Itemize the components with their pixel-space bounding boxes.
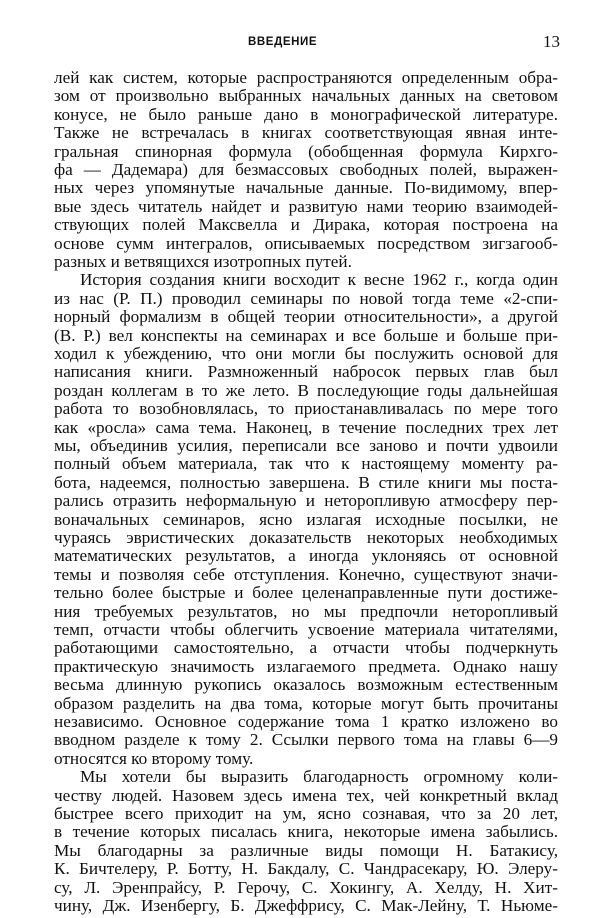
text-line: вводном разделе к тому 2. Ссылки первого тома на главы 6—9 <box>54 731 558 749</box>
text-line: роздан коллегам в то же лето. В последующие годы дальнейшая <box>54 382 558 400</box>
text-line: темы и позволяя себе отступления. Конечно, существуют значи- <box>54 566 558 584</box>
text-line: в течение которых писалась книга, некоторые имена забылись. <box>54 823 558 841</box>
text-line: конусе, не было раньше дано в монографической литературе. <box>54 106 558 124</box>
text-line: относятся ко второму тому. <box>54 750 254 768</box>
text-line: разных и ветвящихся изотропных путей. <box>54 253 352 271</box>
page-number: 13 <box>543 32 560 51</box>
text-line: мы, объединив усилия, переписали все заново и почти удвоили <box>54 437 558 455</box>
text-line: лей как систем, которые распространяются определенным обра- <box>54 69 558 87</box>
paragraph-first-line: История создания книги восходит к весне 1962 г., когда один <box>80 271 558 289</box>
text-line: чину, Дж. Изенбергу, Б. Джеффрису, С. Мак-Лейну, Т. Ньюме- <box>54 897 558 915</box>
text-line: фа — Дадемара) для безмассовых свободных полей, выражен- <box>54 161 558 179</box>
text-line: зом от произвольно выбранных начальных данных на световом <box>54 87 558 105</box>
text-line: математических результатов, а иногда уклоняясь от основной <box>54 547 558 565</box>
text-line: Также не встречалась в книгах соответствующая явная инте- <box>54 124 558 142</box>
text-line: ния требуемых результатов, но мы предпочли неторопливый <box>54 603 558 621</box>
text-line: практическую значимость излагаемого предмета. Однако нашу <box>54 658 558 676</box>
text-line: гральная спинорная формула (обобщенная формула Кирхго- <box>54 143 558 161</box>
text-line: из нас (Р. П.) проводил семинары по новой тогда теме «2-спи- <box>54 290 558 308</box>
text-line: темп, отчасти чтобы облегчить усвоение материала читателями, <box>54 621 558 639</box>
paragraph-first-line: Мы хотели бы выразить благодарность огромному коли- <box>80 768 558 786</box>
text-line: образом разделить на два тома, которые могут быть прочитаны <box>54 695 558 713</box>
text-line: честву людей. Назовем здесь имена тех, чей конкретный вклад <box>54 787 558 805</box>
text-line: полный объем материала, так что к настоящему моменту ра- <box>54 455 558 473</box>
text-line: норный формализм в общей теории относительности», а другой <box>54 308 558 326</box>
text-line: воначальных семинаров, ясно излагая исходные посылки, не <box>54 511 558 529</box>
text-line: быстрее всего приходит на ум, ясно сознавая, что за 20 лет, <box>54 805 558 823</box>
text-line: как «росла» сама тема. Наконец, в течение последних трех лет <box>54 419 558 437</box>
text-line: бота, надеемся, полностью завершена. В стиле книги мы поста- <box>54 474 558 492</box>
text-line: су, Л. Эренпрайсу, Р. Герочу, С. Хокингу, А. Хелду, Н. Хит- <box>54 879 558 897</box>
text-line: чураясь эвристических доказательств некоторых необходимых <box>54 529 558 547</box>
text-line: ходил к убеждению, что они могли бы послужить основой для <box>54 345 558 363</box>
text-line: независимо. Основное содержание тома 1 кратко изложено во <box>54 713 558 731</box>
text-line: К. Бичтелеру, Р. Ботту, Н. Бакдалу, С. Чандрасекару, Ю. Элеру- <box>54 860 558 878</box>
text-line: рались отразить неформальную и неторопливую атмосферу пер- <box>54 492 558 510</box>
text-line: основе сумм интегралов, описываемых посредством зигзагооб- <box>54 235 558 253</box>
text-line: (В. Р.) вел конспекты на семинарах и все больше и больше при- <box>54 327 558 345</box>
text-line: тельно более быстрые и более целенаправленные пути достиже- <box>54 584 558 602</box>
text-line: работа то возобновлялась, то приостанавливалась по мере того <box>54 400 558 418</box>
text-line: ствующих полей Максвелла и Дирака, которая построена на <box>54 216 558 234</box>
text-line: Мы благодарны за различные виды помощи Н. Батакису, <box>54 842 558 860</box>
running-title: ВВЕДЕНИЕ <box>248 36 318 48</box>
text-line: ных через упомянутые начальные данные. По-видимому, впер- <box>54 179 558 197</box>
text-line: весьма длинную рукопись оказалось возможным естественным <box>54 676 558 694</box>
text-line: вые здесь читатель найдет и развитую нами теорию взаимодей- <box>54 198 558 216</box>
text-line: работающими самостоятельно, а отчасти чтобы подчеркнуть <box>54 639 558 657</box>
text-line: написания книги. Размноженный набросок первых глав был <box>54 363 558 381</box>
